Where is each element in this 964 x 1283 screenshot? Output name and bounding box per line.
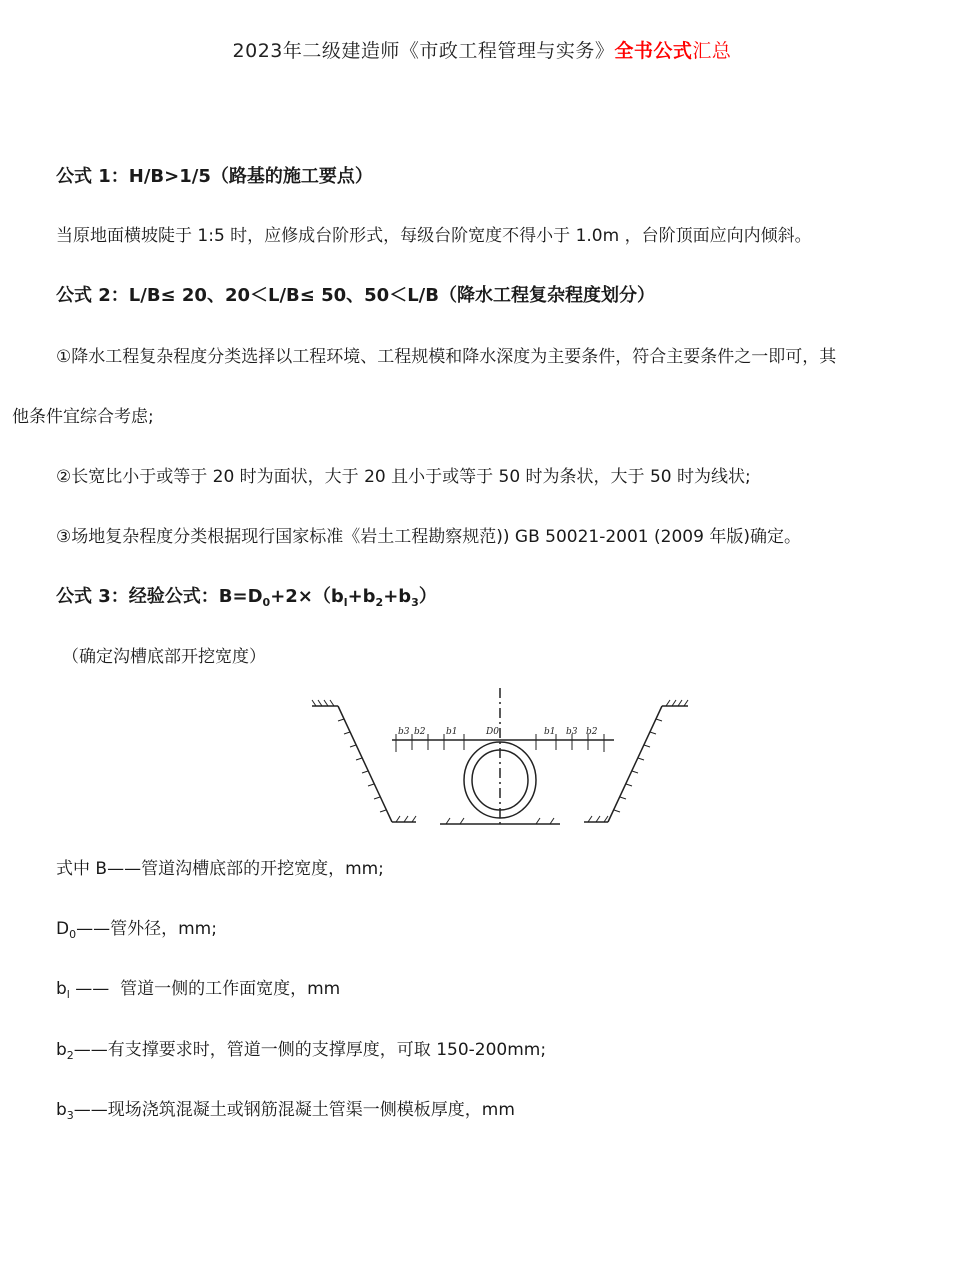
label-b2-right: b2 [586,727,598,737]
f3-h-plus2: +b [383,586,412,607]
def-D0-sub: 0 [69,928,77,941]
def-b2 [56,1035,546,1060]
def-B: 式中 B——管道沟槽底部的开挖宽度，mm; [56,859,384,879]
def-b3-pre: b [56,1100,67,1120]
formula2-heading: 公式 2：L/B≤ 20、20＜L/B≤ 50、50＜L/B（降水工程复杂程度划分） [56,285,655,306]
def-D0-text: ——管外径，mm; [76,919,217,939]
label-b1-right: b1 [544,727,556,737]
def-b3 [56,1095,515,1120]
f3-h-end: ） [418,586,437,607]
document-title [0,36,964,63]
f3-h-mid: +2×（b [270,586,344,607]
def-b2-text: ——有支撑要求时，管道一侧的支撑厚度，可取 150-200mm; [73,1040,547,1060]
label-b2-left: b2 [414,727,426,737]
label-b3-left: b3 [398,727,410,737]
right-slope [608,706,662,822]
f3-h-sub3: 3 [411,596,419,609]
formula1-text: 当原地面横坡陡于 1:5 时，应修成台阶形式，每级台阶宽度不得小于 1.0m ，台阶顶面应向内倾斜。 [56,226,812,246]
def-b2-pre: b [56,1040,67,1060]
def-b1-text: —— 管道一侧的工作面宽度，mm [69,979,341,999]
f3-h-sub1: l [343,596,348,609]
f3-h-plus1: +b [347,586,376,607]
formula2-item1-line2: 他条件宜综合考虑; [12,407,154,427]
def-b3-sub: 3 [66,1109,74,1122]
def-b2-sub: 2 [66,1049,74,1062]
trench-diagram [300,688,700,828]
formula3-heading [56,582,437,608]
title-main: 2023年二级建造师《市政工程管理与实务》 [232,40,615,62]
label-b3-right: b3 [566,727,578,737]
label-b1-left: b1 [446,727,458,737]
left-slope [338,706,392,822]
title-suffix: 汇总 [692,40,732,62]
def-b1 [56,974,340,999]
def-b3-text: ——现场浇筑混凝土或钢筋混凝土管渠一侧模板厚度，mm [73,1100,515,1120]
formula1-heading: 公式 1：H/B>1/5（路基的施工要点） [56,166,373,187]
def-D0-pre: D [56,919,70,939]
def-b1-pre: b [56,979,67,999]
f3-h-sub2: 2 [375,596,384,609]
label-d0: D0 [486,727,499,737]
formula2-item2: ②长宽比小于或等于 20 时为面状，大于 20 且小于或等于 50 时为条状，大于 50 时为线状; [56,467,751,487]
pipe-inner [472,750,528,810]
def-b1-sub: l [66,988,70,1001]
formula3-note: （确定沟槽底部开挖宽度） [62,647,266,667]
def-D0 [56,914,217,939]
f3-h-prefix: 公式 3：经验公式：B=D [56,586,263,607]
title-highlight: 全书公式 [614,40,693,62]
formula2-item1-line1: ①降水工程复杂程度分类选择以工程环境、工程规模和降水深度为主要条件，符合主要条件之一即可，其 [56,347,837,367]
formula2-item3: ③场地复杂程度分类根据现行国家标准《岩土工程勘察规范)) GB 50021-2001 (2009 年版)确定。 [56,527,801,547]
f3-h-sub0: 0 [262,596,271,609]
